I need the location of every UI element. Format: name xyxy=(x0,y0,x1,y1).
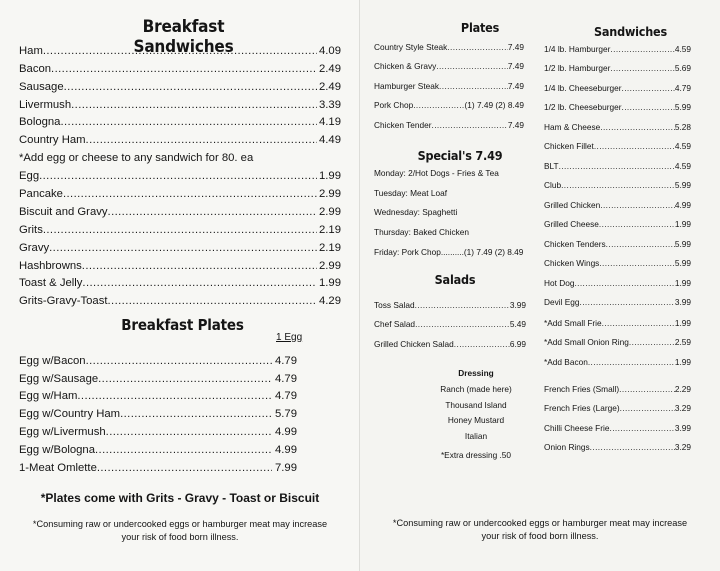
menu-item xyxy=(544,413,691,433)
menu-item xyxy=(19,236,341,254)
menu-item xyxy=(19,254,341,272)
menu-item xyxy=(19,111,341,129)
item-price: 2.59 xyxy=(674,337,691,347)
leader-dots xyxy=(39,170,317,182)
item-name: Chicken & Gravy xyxy=(374,61,437,71)
menu-item xyxy=(544,328,691,348)
leader-dots xyxy=(415,300,510,310)
leader-dots xyxy=(49,242,317,254)
item-name: Grilled Chicken xyxy=(544,199,601,210)
item-name: Chicken Wings xyxy=(544,258,600,268)
specials-list xyxy=(374,163,523,262)
item-price: 4.59 xyxy=(674,160,691,171)
item-name: Hamburger Steak xyxy=(374,80,440,91)
leader-dots xyxy=(439,81,508,91)
item-name: Hot Dog xyxy=(544,277,575,288)
dressing-item: Thousand Island xyxy=(445,399,507,410)
item-name: Egg w/Bacon xyxy=(19,354,86,367)
add-egg-note: *Add egg or cheese to any sandwich for 80. ea xyxy=(19,152,254,165)
item-price: 3.29 xyxy=(674,403,691,413)
menu-item xyxy=(544,93,691,113)
dressing-item: Italian xyxy=(464,431,488,442)
menu-item xyxy=(19,438,297,456)
leader-dots xyxy=(77,390,272,402)
leader-dots xyxy=(561,180,675,190)
leader-dots xyxy=(95,444,272,456)
item-price: 5.99 xyxy=(674,258,691,268)
special-item: Thursday: Baked Chicken xyxy=(374,227,470,238)
leader-dots xyxy=(600,200,675,210)
item-price: 4.79 xyxy=(275,372,297,385)
item-name: 1/4 lb. Cheeseburger xyxy=(544,82,622,93)
item-name: *Add Bacon xyxy=(544,356,588,367)
leader-dots xyxy=(436,61,508,71)
menu-item xyxy=(19,289,341,307)
menu-item xyxy=(374,329,526,349)
item-price: 4.99 xyxy=(275,443,297,456)
leader-dots xyxy=(609,423,674,433)
food-safety-disclaimer xyxy=(360,517,720,543)
item-name: 1/2 lb. Hamburger xyxy=(544,63,611,73)
item-name: Bacon xyxy=(19,62,52,75)
menu-item xyxy=(544,34,691,54)
menu-item xyxy=(544,433,691,453)
leader-dots xyxy=(108,206,317,218)
leader-dots xyxy=(619,384,675,394)
item-price: 5.69 xyxy=(674,63,691,73)
item-name: Ham & Cheese xyxy=(544,121,601,132)
food-safety-disclaimer xyxy=(0,518,360,544)
sides-list xyxy=(544,374,691,452)
leader-dots xyxy=(594,141,675,151)
item-name: Chicken Fillet xyxy=(544,141,594,151)
item-price: 4.19 xyxy=(319,116,341,129)
leader-dots xyxy=(82,277,317,289)
item-price: 2.99 xyxy=(319,205,341,218)
menu-item xyxy=(19,349,297,367)
menu-item xyxy=(374,52,524,72)
leader-dots xyxy=(622,102,675,112)
sandwich-addons-list xyxy=(544,308,691,367)
item-name: *Add Small Onion Ring xyxy=(544,337,629,347)
menu-item xyxy=(19,420,297,438)
item-name: Pancake xyxy=(19,188,63,201)
menu-item xyxy=(19,128,341,146)
item-price: 7.49 xyxy=(507,119,524,130)
menu-item xyxy=(544,308,691,328)
menu-item xyxy=(19,164,341,182)
item-name: French Fries (Small) xyxy=(544,383,620,394)
item-name: Egg w/Country Ham xyxy=(19,408,121,421)
sandwiches-title: Sandwiches xyxy=(594,24,667,39)
menu-item xyxy=(544,54,691,74)
specials-title: Special's 7.49 xyxy=(417,148,503,163)
menu-item xyxy=(19,75,341,93)
leader-dots xyxy=(559,161,675,171)
item-name: Egg w/Livermush xyxy=(19,425,106,438)
item-name: Gravy xyxy=(19,241,50,254)
leader-dots xyxy=(86,355,272,367)
special-item: Wednesday: Spaghetti xyxy=(374,207,458,218)
dressing-list xyxy=(420,366,532,464)
leader-dots xyxy=(629,337,675,347)
leader-dots xyxy=(43,224,317,236)
leader-dots xyxy=(610,44,674,54)
menu-item xyxy=(544,288,691,308)
item-name: Chicken Tender xyxy=(374,119,432,130)
item-price: 3.39 xyxy=(319,98,341,111)
item-price: 2.49 xyxy=(319,62,341,75)
leader-dots xyxy=(60,116,317,128)
item-price: 5.99 xyxy=(674,180,691,190)
menu-item xyxy=(544,374,691,394)
item-price: 3.99 xyxy=(674,422,691,433)
breakfast-sandwiches-title: Breakfast Sandwiches xyxy=(133,17,234,57)
menu-item xyxy=(544,171,691,191)
menu-item xyxy=(544,190,691,210)
menu-page-right xyxy=(360,0,720,571)
item-name: Egg w/Sausage xyxy=(19,372,99,385)
item-price: 1.99 xyxy=(674,219,691,229)
item-price: 4.79 xyxy=(674,82,691,93)
leader-dots xyxy=(413,100,464,110)
leader-dots xyxy=(86,134,317,146)
disclaimer-line: *Consuming raw or undercooked eggs or hamburger meat may increase xyxy=(392,518,688,528)
leader-dots xyxy=(580,297,675,307)
one-egg-column-header: 1 Egg xyxy=(276,332,303,343)
item-price: 4.09 xyxy=(319,44,341,57)
leader-dots xyxy=(588,357,675,367)
item-name: Bologna xyxy=(19,116,61,129)
item-price: 4.49 xyxy=(319,134,341,147)
item-name: *Add Small Frie xyxy=(544,317,602,328)
leader-dots xyxy=(120,408,272,420)
menu-item xyxy=(19,272,341,290)
leader-dots xyxy=(108,295,318,307)
item-name: Country Style Steak xyxy=(374,41,448,52)
leader-dots xyxy=(590,442,675,452)
menu-item xyxy=(19,39,341,57)
menu-item xyxy=(374,32,524,52)
menu-item xyxy=(19,402,297,420)
item-name: 1-Meat Omlette xyxy=(19,461,97,474)
leader-dots xyxy=(599,258,675,268)
item-price: 1.99 xyxy=(319,170,341,183)
item-price: 2.19 xyxy=(319,223,341,236)
item-name: Chicken Tenders xyxy=(544,238,606,249)
dressing-item: Ranch (made here) xyxy=(440,383,512,394)
plates-title: Plates xyxy=(460,20,500,35)
leader-dots xyxy=(447,42,508,52)
leader-dots xyxy=(610,63,674,73)
item-price: 7.49 xyxy=(507,41,524,52)
item-price: 5.28 xyxy=(674,121,691,132)
menu-item xyxy=(544,229,691,249)
item-price: 4.29 xyxy=(319,295,341,308)
menu-item xyxy=(544,210,691,230)
item-price: 1.99 xyxy=(674,317,691,328)
plates-list xyxy=(374,32,524,130)
menu-item xyxy=(19,456,297,474)
leader-dots xyxy=(106,426,272,438)
menu-item xyxy=(374,71,524,91)
leader-dots xyxy=(71,99,317,111)
leader-dots xyxy=(98,373,272,385)
menu-item xyxy=(19,200,341,218)
item-price: 7.99 xyxy=(275,461,297,474)
salads-title: Salads xyxy=(434,272,476,287)
item-price: 3.99 xyxy=(674,297,691,307)
item-name: Country Ham xyxy=(19,134,86,147)
item-name: Grilled Chicken Salad xyxy=(374,338,454,349)
item-price: 4.59 xyxy=(674,43,691,54)
dressing-item: Honey Mustard xyxy=(447,415,505,426)
item-name: Livermush xyxy=(19,98,72,111)
menu-item xyxy=(19,57,341,75)
leader-dots xyxy=(622,83,675,93)
menu-item xyxy=(544,347,691,367)
item-name: Ham xyxy=(19,44,43,57)
item-price: 7.49 xyxy=(507,80,524,91)
item-price: 4.99 xyxy=(674,199,691,210)
leader-dots xyxy=(620,403,675,413)
leader-dots xyxy=(599,219,675,229)
leader-dots xyxy=(454,339,510,349)
item-price: 2.19 xyxy=(319,241,341,254)
breakfast-plates-title: Breakfast Plates xyxy=(121,316,244,334)
item-price: 4.59 xyxy=(674,141,691,151)
leader-dots xyxy=(64,81,317,93)
item-name: Devil Egg xyxy=(544,297,580,307)
item-name: Toss Salad xyxy=(374,299,415,310)
item-price: 2.99 xyxy=(319,259,341,272)
leader-dots xyxy=(97,462,272,474)
menu-item xyxy=(544,132,691,152)
leader-dots xyxy=(602,318,675,328)
item-price: 3.99 xyxy=(509,299,526,310)
item-price: 5.99 xyxy=(674,102,691,112)
item-name: Grits-Gravy-Toast xyxy=(19,295,108,308)
menu-item xyxy=(374,310,526,330)
leader-dots xyxy=(82,260,317,272)
item-name: Egg w/Ham xyxy=(19,390,78,403)
item-price: 5.79 xyxy=(275,408,297,421)
menu-item xyxy=(544,73,691,93)
disclaimer-line: *Consuming raw or undercooked eggs or hamburger meat may increase xyxy=(32,519,328,529)
menu-item xyxy=(544,112,691,132)
item-price: (1) 7.49 (2) 8.49 xyxy=(464,100,524,110)
breakfast-sandwiches-list xyxy=(19,39,341,307)
dressing-title: Dressing xyxy=(458,368,494,378)
item-price: 7.49 xyxy=(507,61,524,71)
item-name: Hashbrowns xyxy=(19,259,82,272)
disclaimer-line: your risk of food born illness. xyxy=(121,532,239,542)
menu-item xyxy=(19,367,297,385)
leader-dots xyxy=(51,63,317,75)
special-item: Monday: 2/Hot Dogs - Fries & Tea xyxy=(374,167,499,178)
menu-item xyxy=(544,268,691,288)
item-price: 3.29 xyxy=(674,442,691,452)
item-price: 1.99 xyxy=(674,277,691,288)
leader-dots xyxy=(415,319,510,329)
item-name: Egg w/Bologna xyxy=(19,443,95,456)
item-price: 4.79 xyxy=(275,390,297,403)
menu-item xyxy=(374,110,524,130)
item-name: Grilled Cheese xyxy=(544,219,599,229)
item-price: 5.49 xyxy=(509,319,526,329)
item-price: 2.49 xyxy=(319,80,341,93)
menu-item xyxy=(374,91,524,111)
menu-item xyxy=(374,290,526,310)
salads-list xyxy=(374,290,526,349)
plates-sides-note: *Plates come with Grits - Gravy - Toast or Biscuit xyxy=(40,491,320,505)
breakfast-plates-list xyxy=(19,349,297,474)
item-price: 6.99 xyxy=(509,338,526,349)
item-name: BLT xyxy=(544,160,559,171)
item-name: Club xyxy=(544,180,562,190)
menu-item xyxy=(19,182,341,200)
item-name: French Fries (Large) xyxy=(544,403,620,413)
sandwiches-list xyxy=(544,34,691,307)
item-price: 5.99 xyxy=(674,238,691,249)
item-price: 4.79 xyxy=(275,354,297,367)
item-price: 2.29 xyxy=(674,383,691,394)
disclaimer-line: your risk of food born illness. xyxy=(481,531,599,541)
item-name: Egg xyxy=(19,170,40,183)
item-price: 1.99 xyxy=(674,356,691,367)
leader-dots xyxy=(43,45,317,57)
menu-item xyxy=(19,385,297,403)
item-name: 1/4 lb. Hamburger xyxy=(544,43,611,54)
special-item: Friday: Pork Chop..........(1) 7.49 (2) 8.49 xyxy=(374,247,524,258)
item-price: 1.99 xyxy=(319,277,341,290)
leader-dots xyxy=(574,278,674,288)
item-name: Onion Rings xyxy=(544,442,590,452)
item-name: Toast & Jelly xyxy=(19,277,83,290)
leader-dots xyxy=(600,122,675,132)
special-item: Tuesday: Meat Loaf xyxy=(374,187,448,198)
item-price: 2.99 xyxy=(319,188,341,201)
item-name: Sausage xyxy=(19,80,64,93)
menu-item xyxy=(19,93,341,111)
item-name: Biscuit and Gravy xyxy=(19,205,108,218)
menu-item xyxy=(544,249,691,269)
leader-dots xyxy=(606,239,675,249)
extra-dressing-note: *Extra dressing .50 xyxy=(440,449,512,460)
item-name: Chef Salad xyxy=(374,319,416,329)
menu-item xyxy=(544,151,691,171)
menu-item xyxy=(544,394,691,414)
item-name: Chilli Cheese Frie xyxy=(544,422,610,433)
item-price: 4.99 xyxy=(275,425,297,438)
item-name: 1/2 lb. Cheeseburger xyxy=(544,102,622,112)
item-name: Pork Chop xyxy=(374,100,414,110)
leader-dots xyxy=(432,120,508,130)
leader-dots xyxy=(63,188,317,200)
item-name: Grits xyxy=(19,223,43,236)
menu-item xyxy=(19,218,341,236)
